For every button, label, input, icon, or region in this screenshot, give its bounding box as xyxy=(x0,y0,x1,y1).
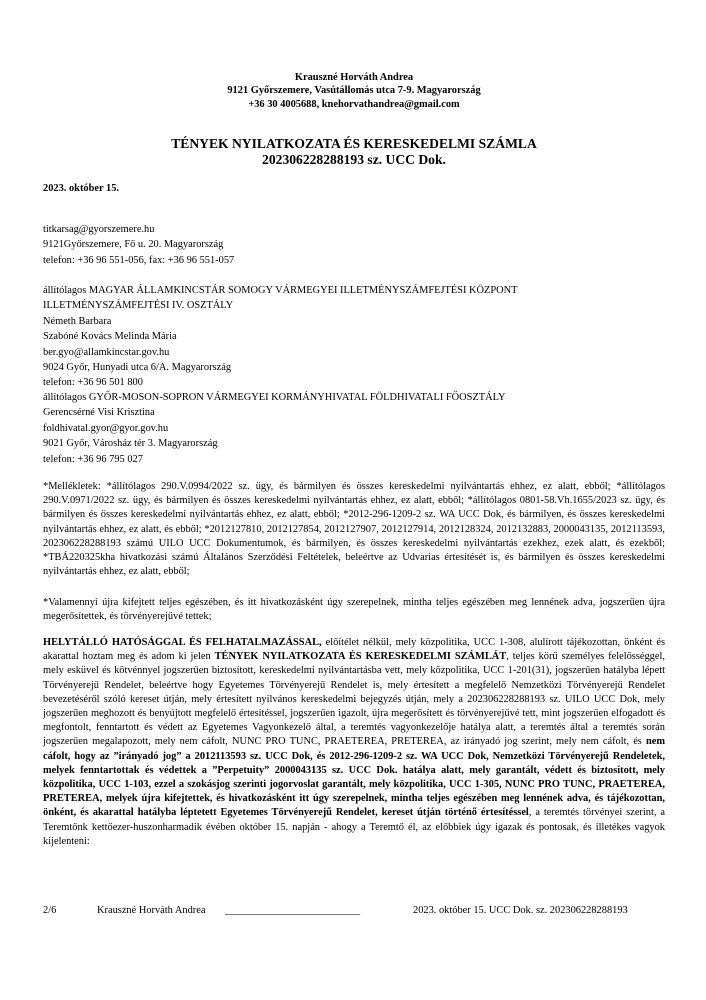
page-number: 2/6 xyxy=(43,905,57,916)
main-segment-bold: TÉNYEK NYILATKOZATA ÉS KERESKEDELMI SZÁMLÁT xyxy=(214,651,507,663)
recipient-line: telefon: +36 96 551-056, fax: +36 96 551-057 xyxy=(43,254,235,266)
footer-reference: 2023. október 15. UCC Dok. sz. 202306228288193 xyxy=(413,905,628,916)
main-segment: , a teremtés törvényei szerint, a Teremtőnk kettőezer-huszonharmadik évében október 15. napján - ahogy a Teremtő él, az előbbiek úgy igazak és pontosak, és illetékes vagyok kijelenteni: xyxy=(43,807,665,847)
main-segment-bold: HELYTÁLLÓ HATÓSÁGGAL ÉS FELHATALMAZÁSSAL, xyxy=(43,637,322,648)
recipient-line: állítólagos MAGYAR ÁLLAMKINCSTÁR SOMOGY VÁRMEGYEI ILLETMÉNYSZÁMFEJTÉSI KÖZPONT xyxy=(43,285,518,296)
recipient-line: 9021 Győr, Városház tér 3. Magyarország xyxy=(43,438,218,450)
recipient-line: foldhivatal.gyor@gyor.gov.hu xyxy=(43,422,169,434)
sender-header xyxy=(43,71,665,111)
recipient-line: állítólagos GYŐR-MOSON-SOPRON VÁRMEGYEI KORMÁNYHIVATAL FÖLDHIVATALI FŐOSZTÁLY xyxy=(43,392,506,403)
main-declaration-paragraph xyxy=(43,636,665,849)
sender-contact: +36 30 4005688, knehorvathandrea@gmail.com xyxy=(248,98,460,110)
sender-address: 9121 Győrszemere, Vasútállomás utca 7-9. Magyarország xyxy=(227,85,481,97)
recipient-line: 9121Győrszemere, Fő u. 20. Magyarország xyxy=(43,239,224,251)
main-declaration-text xyxy=(43,636,665,849)
recipient-block-1 xyxy=(43,222,665,268)
document-title xyxy=(43,136,665,168)
recipient-line: titkarsag@gyorszemere.hu xyxy=(43,224,155,235)
recipient-line: ber.gyo@allamkincstar.gov.hu xyxy=(43,346,170,358)
recipient-line: 9024 Győr, Hunyadi utca 6/A. Magyarország xyxy=(43,362,232,374)
recipient-block-3 xyxy=(43,390,665,467)
main-segment-bold: nem cáfolt, hogy az ”irányadó jog” a 2012113593 sz. UCC Dok, és 2012-296-1209-2 sz. WA UCC Dok, Nemzetközi Törvényerejű Rendeletek, melyek fenntartottak és védettek a ”Perpetuity” 2000043135 sz. UCC Dok. hatálya alatt, mely garantált, védett és biztosított, mely közpolitika, UCC 1-103, ezzel a szokásjog szerinti jogorvoslat garantált, mely közpolitika, UCC 1-305, NUNC PRO TUNC, PRAETEREA, PRETEREA, melyek újra kifejtettek, és hivatkozásként itt úgy szerepelnek, mintha teljes egészében meg lennének adva, és tájékozottan, önként, és akarattal hatályba léptetett Egyetemes Törvényerejű Rendelet, kereset útján történő értesítéssel xyxy=(43,736,665,819)
restatement-paragraph xyxy=(43,596,665,624)
attachments-text: *Mellékletek: *állítólagos 290.V.0994/2022 sz. ügy, és bármilyen és összes kereskedelmi nyilvántartás ehhez, ez alatt, ebből; *állítólagos 290.V.0971/2022 sz. ügy, és bármilyen és összes kereskedelmi nyilvántartás ehhez, ez alatt, ebből; *állítólagos 0801-58.Vh.1655/2023 sz. ügy, és bármilyen és összes kereskedelmi nyilvántartás ehhez, ez alatt, ebből; *2012-296-1209-2 sz. WA UCC Dok, és bármilyen, és összes kereskedelmi nyilvántartás ehhez, ez alatt, és ebből; *2012127810, 2012127854, 2012127907, 2012127914, 2012128324, 2012132883, 2000043135, 2012113593, 202306228288193 számú UILO UCC Dokumentumok, és bármilyen, és összes kereskedelmi nyilvántartás ezekhez, ezek alatt, és ezekből; *TBÁ220325kha hivatkozási számú Általános Szerződési Feltételek, beleértve az Udvarias értesítését is, és bármilyen és összes kereskedelmi nyilvántartás ehhez, ez alatt, ebből; xyxy=(43,481,665,578)
recipient-line: Szabóné Kovács Melinda Mária xyxy=(43,331,177,343)
title-line-2: 202306228288193 sz. UCC Dok. xyxy=(262,152,446,167)
recipient-line: telefon: +36 96 501 800 xyxy=(43,377,143,389)
recipient-line: Németh Barbara xyxy=(43,315,112,327)
main-segment: előítélet nélkül, mely közpolitika, UCC 1-308, alulírott tájékozottan, önként és akarattal hoztam meg és adom ki jelen xyxy=(43,637,665,663)
recipient-block-2 xyxy=(43,283,665,391)
recipient-line: telefon: +36 96 795 027 xyxy=(43,453,143,465)
restatement-text: *Valamennyi újra kifejtett teljes egészében, és itt hivatkozásként úgy szerepelnek, mintha teljes egészében meg lennének adva, jogszerűen újra megerősítettek, és törvényerejűvé tettek; xyxy=(43,597,665,623)
footer-name: Krauszné Horváth Andrea xyxy=(97,905,206,916)
recipient-line: ILLETMÉNYSZÁMFEJTÉSI IV. OSZTÁLY xyxy=(43,300,234,312)
main-segment: , teljes körű személyes felelősséggel, mely esküvel és kötvénnyel jogszerűen biztosított, kereskedelmi nyilvántartásba vett, mely közpolitika, UCC 1-201(31), jogszerűen hatályba lépett Törvényerejű Rendelet, beleértve hogy Egyetemes Törvényerejű Rendelet is, mely értesített a megfelelő Nemzetközi Törvényerejű Rendelet bevezetéséről szóló kereset útján, mely értesített nyilvános kereskedelmi bejegyzés útján, mely a 202306228288193 sz. UILO UCC Dok, mely jogszerűen meghozott és benyújtott megfelelő értesítéssel, jogszerűen igazolt, újra megerősített és törvényerejűvé tett, mint jogszerűen elfogadott és megfontolt, fenntartott és védett az Egyetemes Vagyonkezelő által, a teremtés vagyonkezelője hatálya alatt, a teremtés által a teremtés során jogszerűen megalapozott, mely nem cáfolt, NUNC PRO TUNC, PRAETEREA, PRETEREA, az irányadó jog szerint, mely nem cáfolt, és xyxy=(43,651,665,748)
recipient-line: Gerencsérné Visi Krisztina xyxy=(43,407,155,419)
title-line-1: TÉNYEK NYILATKOZATA ÉS KERESKEDELMI SZÁMLA xyxy=(171,136,537,151)
document-date: 2023. október 15. xyxy=(43,183,120,194)
sender-name: Krauszné Horváth Andrea xyxy=(294,72,414,83)
attachments-paragraph xyxy=(43,480,665,579)
signature-line: __________________________ xyxy=(225,905,361,916)
